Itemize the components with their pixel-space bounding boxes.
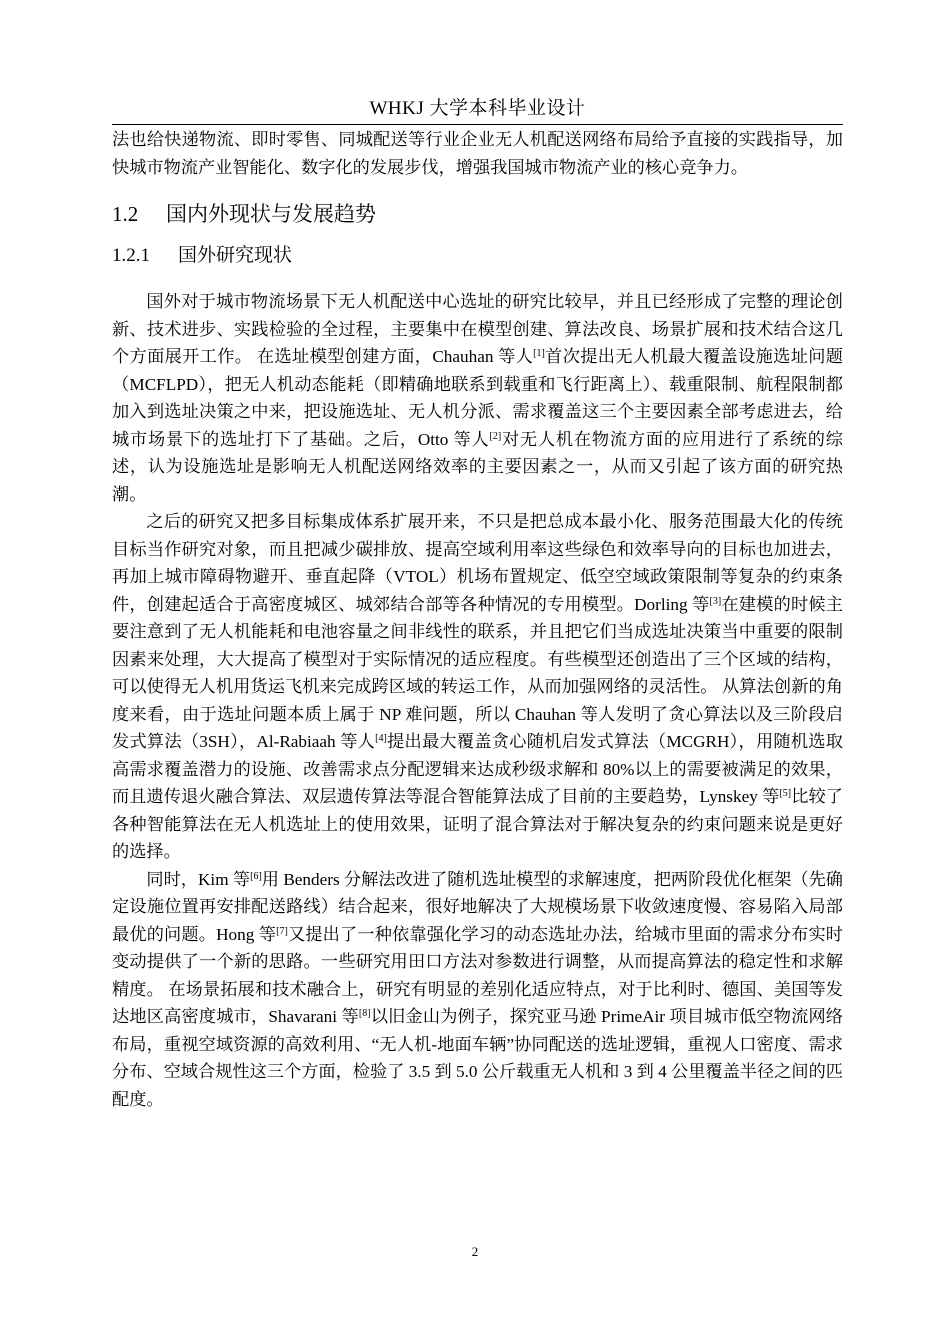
paragraph-3: [112, 866, 843, 1114]
page-content: [112, 126, 843, 1113]
text-run: 之后的研究又把多目标集成体系扩展开来，不只是把总成本最小化、服务范围最大化的传统目标当作研究对象，而且把减少碳排放、提高空域利用率这些绿色和效率导向的目标也加进去，再加上城市障碍物避开、垂直起降（VTOL）机场布置规定、低空空域政策限制等复杂的约束条件，创建起适合于高密度城区、城郊结合部等各种情况的专用模型。Dorling 等: [112, 512, 843, 614]
section-number: 1.2: [112, 202, 139, 226]
paragraph-1: [112, 288, 843, 508]
citation-ref: [6]: [250, 870, 262, 882]
section-title: 国内外现状与发展趋势: [166, 202, 376, 226]
text-run: 在建模的时候主要注意到了无人机能耗和电池容量之间非线性的联系，并且把它们当成选址决策当中重要的限制因素来处理，大大提高了模型对于实际情况的适应程度。有些模型还创造出了三个区域的结构，可以使得无人机用货运飞机来完成跨区域的转运工作，从而加强网络的灵活性。 从算法创新的角度来看，由于选址问题本质上属于 NP 难问题，所以 Chauhan 等人发明了贪心算法以及三阶段启发式算法（3SH），Al-Rabiaah 等人: [112, 594, 843, 751]
text-run: 国外对于城市物流场景下无人机配送中心选址的研究比较早，并且已经形成了完整的理论创新、技术进步、实践检验的全过程，主要集中在模型创建、算法改良、场景扩展和技术结合这几个方面展开工作。 在选址模型创建方面，Chauhan 等人: [112, 292, 843, 366]
text-run: 用 Benders 分解法改进了随机选址模型的求解速度，把两阶段优化框架（先确定设施位置再安排配送路线）结合起来，很好地解决了大规模场景下收敛速度慢、容易陷入局部最优的问题。Hong 等: [112, 869, 843, 944]
text-run: 同时，Kim 等: [146, 869, 251, 889]
running-header: WHKJ 大学本科毕业设计: [369, 98, 586, 119]
text-run: 又提出了一种依靠强化学习的动态选址办法，给城市里面的需求分布实时变动提供了一个新的思路。一些研究用田口方法对参数进行调整，从而提高算法的稳定性和求解精度。 在场景拓展和技术融合上，研究有明显的差别化适应特点，对于比利时、德国、美国等发达地区高密度城市，Shavarani 等: [112, 924, 843, 1026]
text-run: 首次提出无人机最大覆盖设施选址问题（MCFLPD），把无人机动态能耗（即精确地联系到载重和飞行距离上）、载重限制、航程限制都加入到选址决策之中来，把设施选址、无人机分派、需求覆盖这三个主要因素全部考虑进去，给城市场景下的选址打下了基础。之后，Otto 等人: [112, 347, 843, 449]
paragraph-2: [112, 508, 843, 866]
citation-ref: [8]: [358, 1008, 371, 1019]
text-run: 提出最大覆盖贪心随机启发式算法（MCGRH），用随机选取高需求覆盖潜力的设施、改善需求点分配逻辑来达成秒级求解和 80%以上的需要被满足的效果，而且遗传退火融合算法、双层遗传算法等混合智能算法成了目前的主要趋势，Lynskey 等: [112, 732, 843, 806]
citation-ref: [4]: [375, 733, 387, 744]
citation-ref: [5]: [779, 788, 792, 799]
subsection-heading: [112, 238, 843, 274]
citation-ref: [1]: [533, 348, 545, 359]
subsection-title: 国外研究现状: [178, 245, 293, 266]
subsection-number: 1.2.1: [112, 245, 150, 266]
citation-ref: [7]: [276, 925, 288, 937]
section-heading: [112, 196, 843, 232]
citation-ref: [2]: [489, 430, 502, 442]
text-run: 以旧金山为例子，探究亚马逊 PrimeAir 项目城市低空物流网络布局，重视空域资源的高效利用、“无人机-地面车辆”协同配送的选址逻辑，重视人口密度、需求分布、空域合规性这三个方面，检验了 3.5 到 5.0 公斤载重无人机和 3 到 4 公里覆盖半径之间的匹配度。: [112, 1007, 843, 1109]
text-run: 对无人机在物流方面的应用进行了系统的综述，认为设施选址是影响无人机配送网络效率的主要因素之一，从而又引起了该方面的研究热潮。: [112, 429, 843, 504]
intro-paragraph: 法也给快递物流、即时零售、同城配送等行业企业无人机配送网络布局给予直接的实践指导，加快城市物流产业智能化、数字化的发展步伐，增强我国城市物流产业的核心竞争力。: [112, 130, 843, 177]
text-run: 比较了各种智能算法在无人机选址上的使用效果，证明了混合算法对于解决复杂的约束问题来说是更好的选择。: [112, 787, 843, 861]
header-rule: [112, 124, 843, 125]
citation-ref: [3]: [709, 595, 722, 607]
page-number: 2: [471, 1244, 479, 1259]
